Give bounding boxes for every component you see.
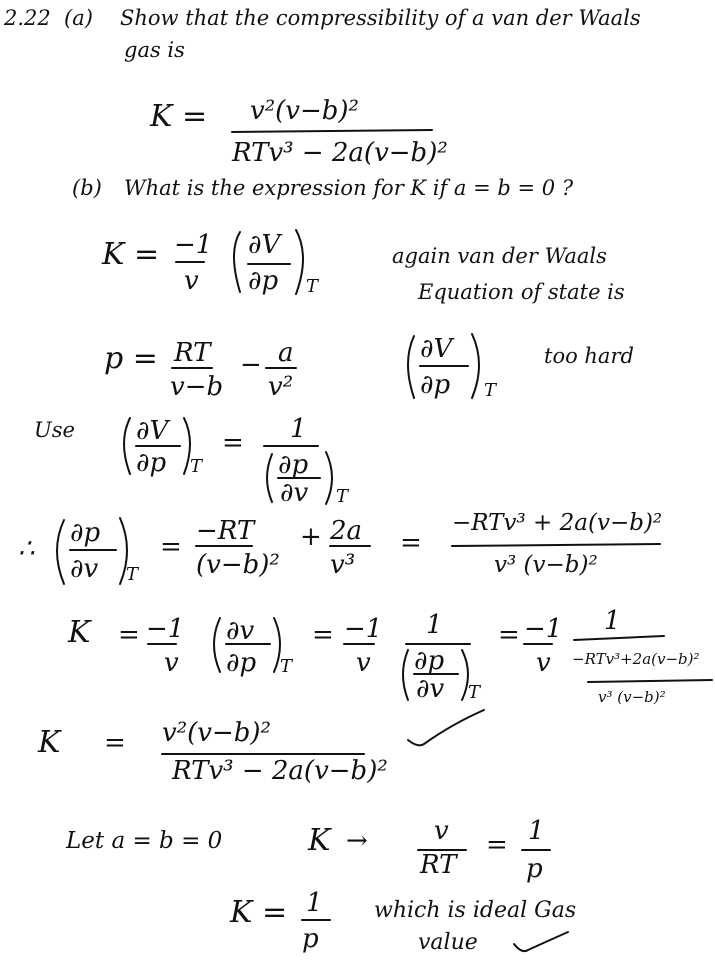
chain-inner-bar (588, 680, 712, 682)
final-comment-line1: which is ideal Gas (374, 898, 577, 923)
final-comment-line2: value (418, 930, 478, 955)
use-right-paren (184, 418, 190, 474)
result-lhs: K (38, 725, 61, 760)
use-eq: = (222, 428, 244, 458)
use-partial-den: ∂p (136, 448, 167, 478)
part-a-text-line2: gas is (124, 38, 185, 62)
vdw-minus: − (240, 350, 262, 380)
use-inner-right-paren (326, 452, 332, 504)
chain-one2: 1 (604, 606, 621, 636)
too-hard-partial-den: ∂p (420, 370, 451, 400)
problem-number: 2.22 (4, 6, 51, 30)
derivative-result-bar (452, 544, 660, 546)
too-hard-right-paren (472, 334, 479, 398)
note-line2: Equation of state is (418, 280, 625, 304)
part-b-text: What is the expression for K if a = b = 0 ? (124, 176, 574, 200)
chain-v2: v (356, 648, 371, 678)
given-formula-denominator: RTv³ − 2a(v−b)² (232, 138, 448, 168)
final-checkmark (514, 932, 568, 951)
chain-inner-den: v³ (v−b)² (598, 688, 666, 706)
derivative-res-den: v³ (v−b)² (494, 552, 598, 578)
chain-neg1c: −1 (524, 614, 563, 644)
final-one: 1 (306, 888, 323, 918)
use-one: 1 (290, 414, 307, 444)
part-a-text-line1: Show that the compressibility of a van der Waals (120, 6, 641, 30)
chain-k: K (68, 615, 91, 650)
vdw-t1-num: RT (174, 338, 211, 368)
use-inner-den: ∂v (280, 478, 309, 508)
vdw-t2-num: a (278, 338, 294, 368)
limit-arrow: → (346, 826, 368, 856)
chain-q-sub: T (468, 682, 481, 703)
use-inner-num: ∂p (278, 450, 309, 480)
chain-q-left-paren (403, 650, 408, 700)
chain-p-sub: T (280, 656, 293, 677)
too-hard-text: too hard (544, 344, 634, 368)
vdw-t1-den: v−b (170, 372, 224, 402)
chain-q-right-paren (462, 650, 468, 700)
limit-frac-num: v (434, 816, 449, 846)
final-lhs: K = (230, 895, 288, 930)
derivative-t1-num: −RT (196, 516, 255, 546)
chain-eq1: = (118, 620, 140, 650)
derivative-t1-den: (v−b)² (196, 550, 280, 580)
chain-neg1b: −1 (344, 614, 383, 644)
result-eq: = (104, 728, 126, 758)
definition-partial-den: ∂p (248, 266, 279, 296)
chain-one: 1 (426, 610, 443, 640)
result-numerator: v²(v−b)² (162, 718, 271, 748)
derivative-lhs-sub: T (126, 564, 139, 585)
given-formula-numerator: v²(v−b)² (250, 96, 359, 126)
final-p: p (302, 924, 319, 954)
derivative-res-num: −RTv³ + 2a(v−b)² (452, 510, 663, 536)
limit-k: K (308, 823, 331, 858)
use-left-paren (124, 418, 130, 474)
derivative-eq1: = (160, 532, 182, 562)
chain-p-right-paren (274, 618, 280, 672)
too-hard-sub: T (484, 380, 497, 401)
chain-p-left-paren (214, 618, 220, 672)
definition-left-paren (234, 232, 240, 292)
part-b-label: (b) (72, 176, 102, 200)
too-hard-partial-num: ∂V (420, 334, 453, 364)
vdw-lhs: p = (104, 341, 158, 376)
chain-p-num: ∂v (226, 616, 255, 646)
chain-neg1: −1 (146, 614, 185, 644)
too-hard-left-paren (408, 336, 414, 398)
result-denominator: RTv³ − 2a(v−b)² (172, 756, 388, 786)
chain-q-num: ∂p (414, 646, 445, 676)
use-word: Use (34, 418, 75, 442)
derivative-lhs-den: ∂v (70, 554, 99, 584)
derivative-lhs-num: ∂p (70, 518, 101, 548)
given-formula-lhs: K = (150, 99, 208, 134)
chain-eq3: = (498, 620, 520, 650)
chain-p-den: ∂p (226, 648, 257, 678)
definition-neg-one: −1 (174, 230, 213, 260)
chain-eq2: = (312, 620, 334, 650)
chain-inner-num: −RTv³+2a(v−b)² (572, 650, 700, 668)
definition-v: v (184, 266, 199, 296)
vdw-t2-den: v² (268, 372, 294, 402)
chain-v3: v (536, 648, 551, 678)
definition-lhs: K = (102, 237, 160, 272)
use-partial-num: ∂V (136, 416, 169, 446)
derivative-lhs-left-paren (57, 520, 64, 584)
use-sub: T (190, 456, 203, 477)
chain-outer-bar (574, 636, 664, 640)
chain-q-den: ∂v (416, 674, 445, 704)
derivative-eq2: = (400, 528, 422, 558)
definition-right-paren (296, 230, 303, 294)
note-line1: again van der Waals (392, 244, 607, 268)
derivative-t2-num: 2a (330, 516, 363, 546)
limit-let: Let a = b = 0 (66, 828, 223, 854)
result-checkmark (408, 710, 484, 745)
derivative-lhs-right-paren (120, 518, 127, 584)
definition-partial-num: ∂V (248, 230, 281, 260)
limit-eq: = (486, 830, 508, 860)
derivative-t2-den: v³ (330, 550, 356, 580)
limit-p: p (526, 854, 543, 884)
chain-v1: v (164, 648, 179, 678)
use-inner-sub: T (336, 486, 349, 507)
therefore-symbol: ∴ (18, 534, 35, 564)
derivative-plus: + (300, 522, 322, 552)
limit-frac-den: RT (420, 850, 457, 880)
part-a-label: (a) (64, 6, 93, 30)
use-inner-left-paren (267, 454, 272, 502)
given-fraction-bar (232, 130, 432, 132)
definition-sub: T (306, 276, 319, 297)
limit-one: 1 (528, 816, 545, 846)
